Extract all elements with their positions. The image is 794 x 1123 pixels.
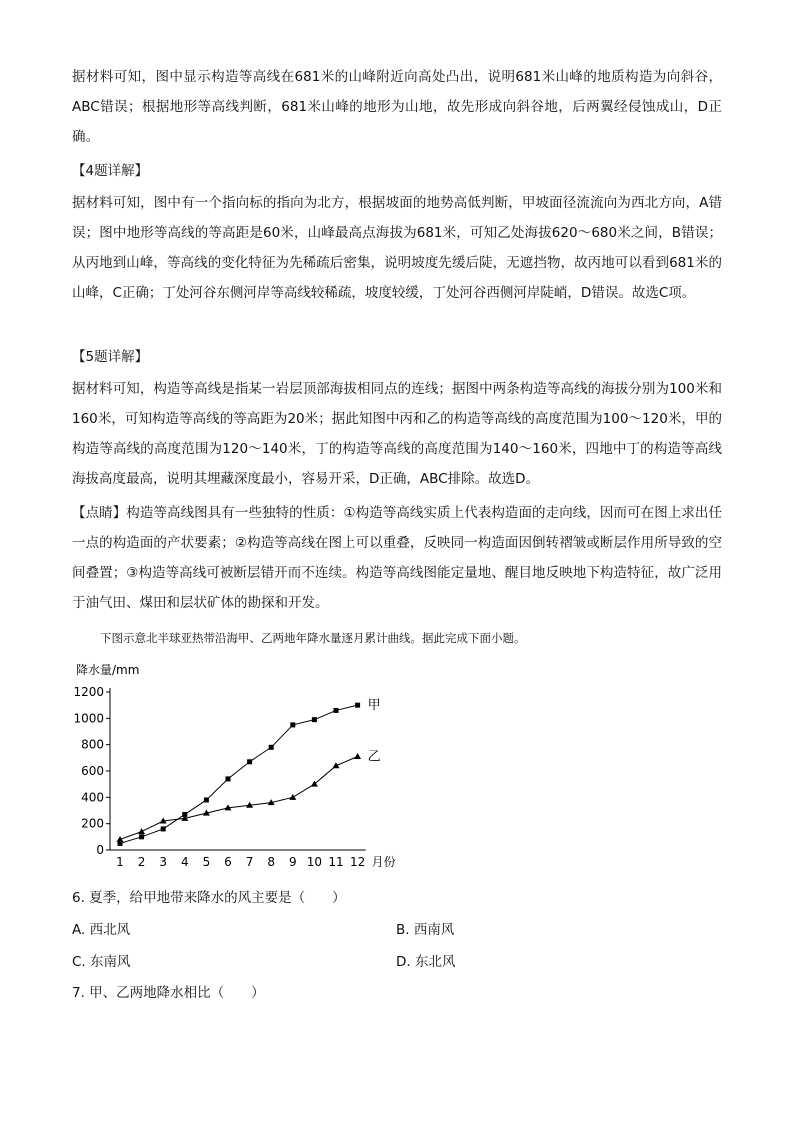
heading-q4: 【4题详解】 (72, 163, 149, 179)
x-tick-label: 10 (306, 855, 323, 869)
x-tick-label: 2 (137, 855, 146, 869)
y-tick-label: 600 (81, 764, 104, 778)
series-2-point (289, 794, 296, 800)
x-tick-label: 1 (116, 855, 124, 869)
y-axis-label: 降水量/mm (76, 663, 140, 677)
series-label-1: 甲 (367, 698, 381, 714)
series-1-point (312, 717, 317, 722)
y-tick-label: 1000 (73, 711, 104, 726)
series-1-point (226, 776, 231, 781)
series-1-point (204, 797, 209, 802)
x-axis-label: 月份 (371, 855, 396, 869)
series-2-point (333, 762, 340, 768)
series-label-2: 乙 (367, 749, 381, 765)
y-tick-label: 0 (96, 843, 104, 857)
series-1-point (247, 759, 252, 764)
note-text: 构造等高线图具有一些独特的性质：①构造等高线实质上代表构造面的走向线，因而可在图上求出任一点的构造面的产状要素；②构造等高线在图上可以重叠，反映同一构造面因倒转褶皱或断层作用所导致的空间叠置；③构造等高线可被断层错开而不连续。构造等高线图能定量地、醒目地反映地下构造特征，故广泛用于油气田、煤田和层状矿体的勘探和开发。 (72, 505, 723, 611)
series-1-point (269, 745, 274, 750)
paragraph-answer-3: 据材料可知，图中显示构造等高线在681米的山峰附近向高处凸出，说明681米山峰的地质构造为向斜谷，ABC错误；根据地形等高线判断，681米山峰的地形为山地，故先形成向斜谷地，后两翼经侵蚀成山，D正确。 (72, 69, 722, 145)
heading-q5: 【5题详解】 (72, 349, 149, 365)
precipitation-chart (72, 658, 412, 880)
x-tick-label: 4 (180, 855, 189, 869)
question-6-stem: 6. 夏季，给甲地带来降水的风主要是（ ） (72, 890, 346, 906)
paragraph-answer-5: 据材料可知，构造等高线是指某一岩层顶部海拔相同点的连线；据图中两条构造等高线的海拔分别为100米和160米，可知构造等高线的等高距为20米；据此知图中丙和乙的构造等高线的高度范围为100～120米，甲的构造等高线的高度范围为120～140米，丁的构造等高线的高度范围为140～160米，四地中丁的构造等高线海拔高度最高，说明其埋藏深度最小，容易开采，D正确，ABC排除。故选D。 (72, 381, 722, 487)
series-1-point (139, 834, 144, 839)
x-tick-label: 3 (159, 855, 168, 869)
y-tick-label: 200 (81, 816, 104, 831)
series-line-2 (120, 757, 358, 840)
q6-option-c[interactable]: C. 东南风 (72, 954, 131, 970)
x-tick-label: 11 (328, 855, 344, 869)
series-1-point (355, 703, 360, 708)
y-tick-label: 400 (81, 790, 104, 805)
y-tick-label: 800 (81, 737, 104, 752)
x-tick-label: 8 (267, 855, 276, 869)
question-7-stem: 7. 甲、乙两地降水相比（ ） (72, 985, 265, 1001)
x-tick-label: 5 (202, 855, 211, 869)
series-line-1 (120, 705, 358, 843)
series-1-point (290, 722, 295, 727)
series-2-point (354, 753, 361, 759)
series-1-point (334, 708, 339, 713)
note-label: 【点睛】 (72, 505, 127, 521)
series-1-point (161, 826, 166, 831)
y-tick-label: 1200 (73, 685, 104, 699)
x-tick-label: 9 (288, 855, 297, 869)
series-2-point (138, 828, 145, 834)
q6-option-d[interactable]: D. 东北风 (396, 954, 456, 970)
paragraph-answer-4: 据材料可知，图中有一个指向标的指向为北方，根据坡面的地势高低判断，甲坡面径流流向为西北方向，A错误；图中地形等高线的等高距是60米，山峰最高点海拔为681米，可知乙处海拔620～680米之间，B错误；从丙地到山峰，等高线的变化特征为先稀疏后密集，说明坡度先缓后陡，无遮挡物，故丙地可以看到681米的山峰，C正确；丁处河谷东侧河岸等高线较稀疏，坡度较缓，丁处河谷西侧河岸陡峭，D错误。故选C项。 (72, 195, 722, 301)
x-tick-label: 12 (349, 855, 366, 869)
q6-option-b[interactable]: B. 西南风 (396, 922, 455, 938)
note-paragraph (72, 498, 722, 618)
q6-option-a[interactable]: A. 西北风 (72, 922, 131, 938)
x-tick-label: 6 (224, 855, 232, 869)
chart-intro: 下图示意北半球亚热带沿海甲、乙两地年降水量逐月累计曲线。据此完成下面小题。 (100, 631, 526, 645)
x-tick-label: 7 (245, 855, 254, 869)
